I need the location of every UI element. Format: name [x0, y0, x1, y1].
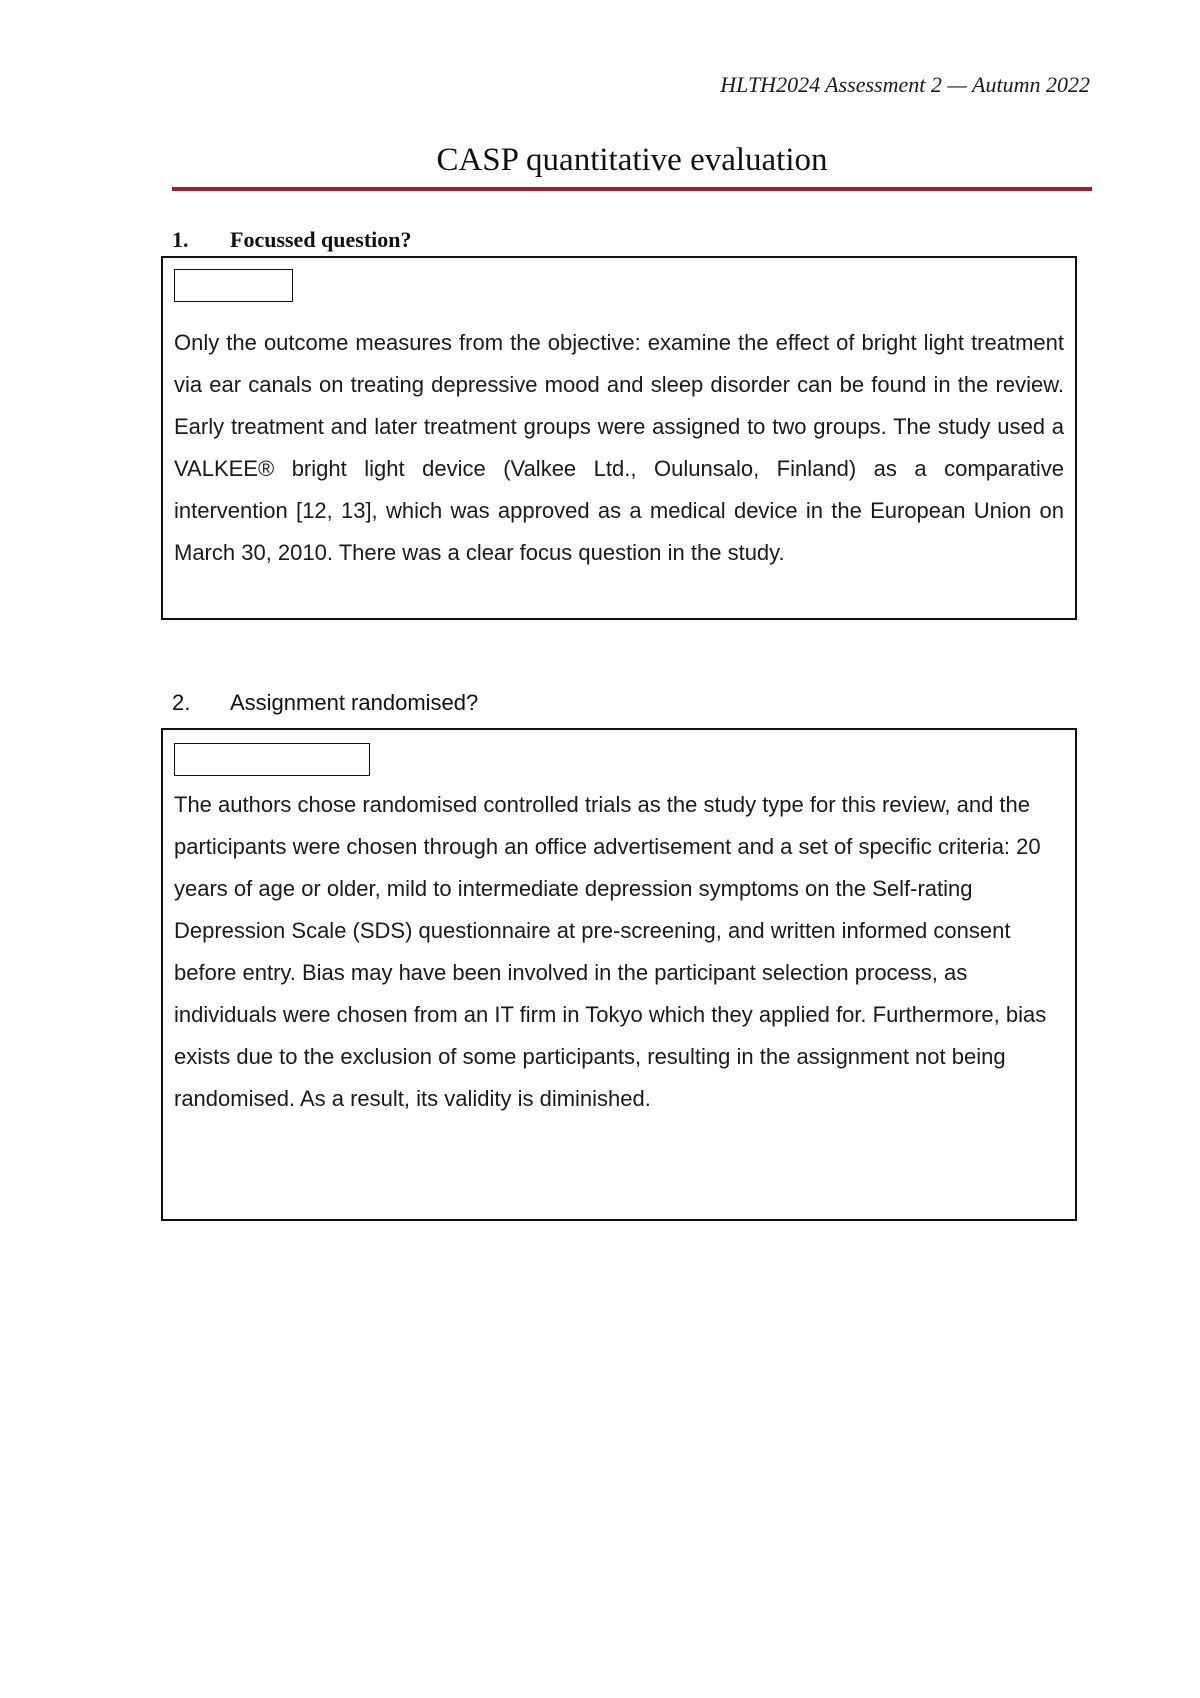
question-1-answer-field[interactable]	[174, 269, 293, 302]
question-2-response-text: The authors chose randomised controlled trials as the study type for this review, and the participants were chosen through an office advertisement and a set of specific criteria: 20 years of age or older, mild to intermediate depression symptoms on the Self-rating Depression Scale (SDS) questionnaire at pre-screening, and written informed consent before entry. Bias may have been involved in the participant selection process, as individuals were chosen from an IT firm in Tokyo which they applied for. Furthermore, bias exists due to the exclusion of some participants, resulting in the assignment not being randomised. As a result, its validity is diminished.	[174, 792, 1047, 1111]
running-header: HLTH2024 Assessment 2 — Autumn 2022	[720, 72, 1090, 97]
question-2-answer-field[interactable]	[174, 743, 370, 776]
question-1-response-box	[161, 256, 1077, 620]
question-1-response-text: Only the outcome measures from the objective: examine the effect of bright light treatment via ear canals on treating depressive mood and sleep disorder can be found in the review. Early treatment and later treatment groups were assigned to two groups. The study used a VALKEE® bright light device (Valkee Ltd., Oulunsalo, Finland) as a comparative intervention [12, 13], which was approved as a medical device in the European Union on March 30, 2010. There was a clear focus question in the study.	[174, 330, 1064, 565]
question-2-label: Assignment randomised?	[230, 690, 479, 715]
question-2-number: 2.	[172, 690, 191, 715]
page-title: CASP quantitative evaluation	[436, 142, 828, 178]
question-2-heading	[172, 690, 478, 716]
question-1-label: Focussed question?	[230, 227, 412, 252]
title-divider	[172, 187, 1092, 191]
question-1-number: 1.	[172, 227, 189, 252]
question-2-response-box	[161, 728, 1077, 1221]
question-1-heading	[172, 227, 412, 253]
